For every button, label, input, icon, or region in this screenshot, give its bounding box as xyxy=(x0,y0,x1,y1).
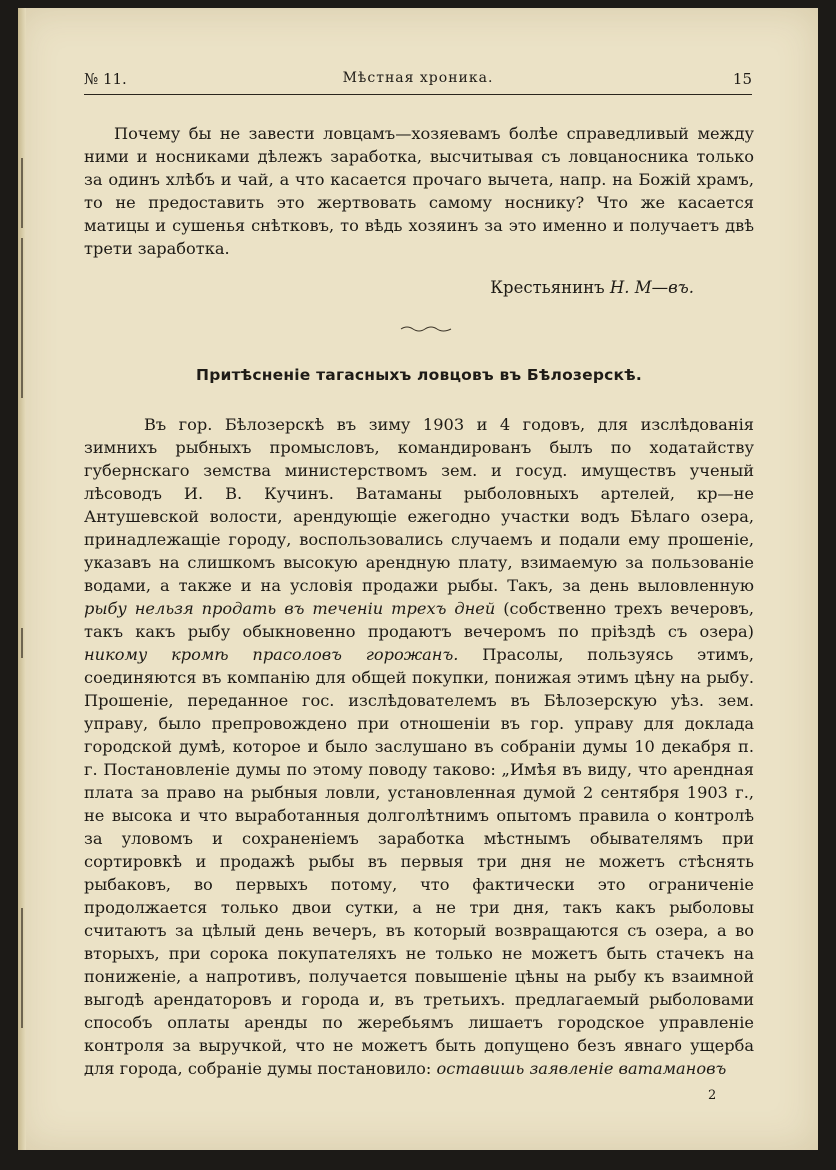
paragraph-2-italic-1: рыбу нельзя продать въ теченіи трехъ дней xyxy=(84,599,496,618)
signature xyxy=(84,278,694,297)
running-header xyxy=(84,68,752,95)
paragraph-2-part-2: (собственно трехъ вечеровъ, такъ какъ рыбу обыкновенно продаютъ вечеромъ по пріѣздѣ съ озера) xyxy=(84,599,754,641)
paragraph-2 xyxy=(84,413,754,1080)
paragraph-2-part-3: Прасолы, пользуясь этимъ, соединяются въ компанію для общей покупки, понижая этимъ цѣну на рыбу. Прошеніе, переданное гос. изслѣдователемъ въ Бѣлозерскую уѣз. зем. управу, было препровождено при отношеніи въ гор. управу для доклада городской думѣ, которое и было заслушано въ собраніи думы 10 декабря п. г. Постановленіе думы по этому поводу таково: „Имѣя въ виду, что арендная плата за право на рыбныя ловли, установленная думой 2 сентября 1903 г., не высока и что выработанныя долголѣтнимъ опытомъ правила о контролѣ за уловомъ и сохраненіемъ заработка мѣстнымъ обывателямъ при сортировкѣ и продажѣ рыбы въ первыя три дня не можетъ стѣснять рыбаковъ, во первыхъ потому, что фактически это ограниченіе продолжается только двои сутки, а не три дня, такъ какъ рыболовы считаютъ за цѣлый день вечеръ, въ который возвращаются съ озера, а во вторыхъ, при сорока покупателяхъ не только не можетъ быть стачекъ на пониженіе, а напротивъ, получается повышеніе цѣны на рыбу къ взаимной выгодѣ арендаторовъ и города и, въ третьихъ. предлагаемый рыболовами способъ оплаты аренды по жеребьямъ лишаетъ городское управленіе контроля за выручкой, что не можетъ быть допущено безъ явнаго ущерба для города, собраніе думы постановило: xyxy=(84,645,754,1078)
binding-stitch xyxy=(21,158,23,228)
paragraph-2-part-1: Въ гор. Бѣлозерскѣ въ зиму 1903 и 4 годовъ, для изслѣдованія зимнихъ рыбныхъ промысловъ, командированъ былъ по ходатайству губернскаго земства министерствомъ зем. и госуд. имуществъ ученый лѣсоводъ И. В. Кучинъ. Ватаманы рыболовныхъ артелей, кр—не Антушевской волости, арендующіе ежегодно участки водъ Бѣлаго озера, принадлежащіе городу, воспользовались случаемъ и подали ему прошеніе, указавъ на слишкомъ высокую арендную плату, взимаемую за пользованіе водами, а также и на условія продажи рыбы. Такъ, за день выловленную xyxy=(84,415,754,595)
section-header-title: Мѣстная хроника. xyxy=(342,70,494,86)
issue-number: № 11. xyxy=(84,70,127,88)
page-number: 15 xyxy=(732,70,752,88)
signature-prefix: Крестьянинъ xyxy=(490,278,605,297)
paragraph-1: Почему бы не завести ловцамъ—хозяевамъ болѣе справедливый между ними и носниками дѣлежъ заработка, высчитывая съ ловцаносника только за одинъ хлѣбъ и чай, а что касается прочаго вычета, напр. на Божій храмъ, то не предоставить это жертвовать самому носнику? Что же касается матицы и сушенья снѣтковъ, то вѣдь хозяинъ за это именно и получаетъ двѣ трети заработка. xyxy=(84,124,754,258)
binding-stitch xyxy=(21,628,23,658)
signature-name: Н. М—въ. xyxy=(609,278,694,297)
article-title: Притѣсненіе тагасныхъ ловцовъ въ Бѣлозерскѣ. xyxy=(196,366,642,384)
binding-stitch xyxy=(21,238,23,398)
binding-stitch xyxy=(21,908,23,1028)
paragraph-2-italic-2: никому кромѣ прасоловъ горожанъ. xyxy=(84,645,459,664)
signature-mark: 2 xyxy=(708,1088,717,1103)
paragraph-2-italic-3: оставишь заявленіе ватамановъ xyxy=(436,1059,727,1078)
ornament-divider xyxy=(400,324,452,332)
document-page xyxy=(18,8,818,1150)
